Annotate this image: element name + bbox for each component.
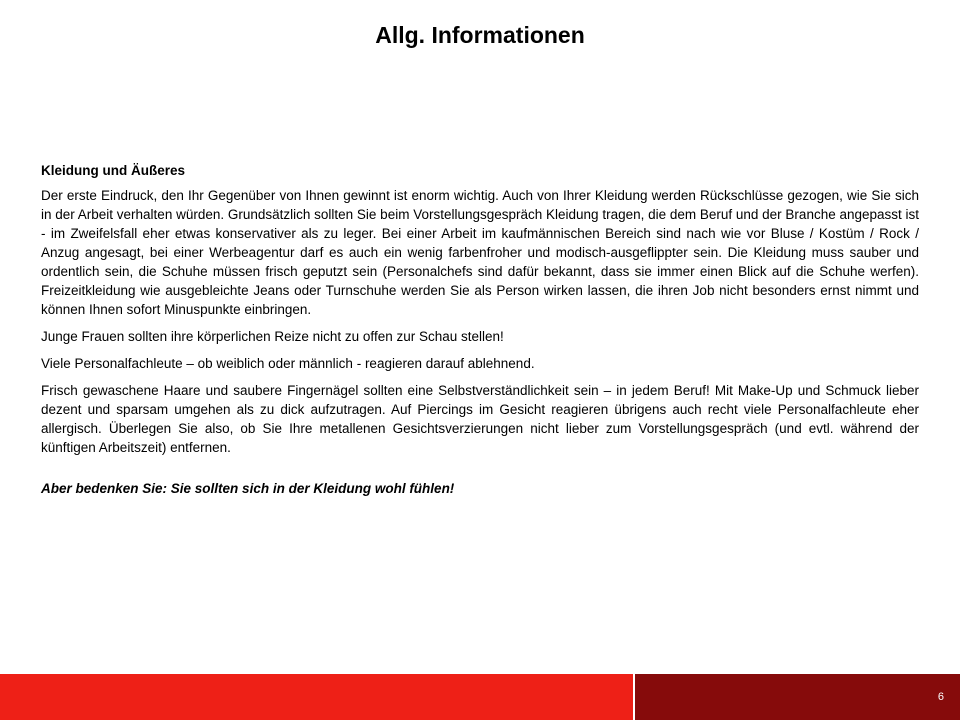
footer-bar-red — [0, 674, 633, 720]
paragraph-grooming: Frisch gewaschene Haare und saubere Fingernägel sollten eine Selbstverständlichkeit sein – in jedem Beruf! Mit Make-Up und Schmuck lieber dezent und sparsam umgehen als zu dick aufzutragen. Auf Piercings im Gesicht reagieren übrigens auch recht viele Personalfachleute eher allergisch. Überlegen Sie also, ob Sie Ihre metallenen Gesichtsverzierungen nicht lieber zum Vorstellungsgespräch (und evtl. während der künftigen Arbeitszeit) entfernen. — [41, 383, 919, 455]
page-title: Allg. Informationen — [375, 22, 585, 48]
paragraph-hr-reaction: Viele Personalfachleute – ob weiblich oder männlich - reagieren darauf ablehnend. — [41, 356, 535, 371]
section-heading: Kleidung und Äußeres — [41, 163, 186, 178]
paragraph-clothing: Der erste Eindruck, den Ihr Gegenüber von Ihnen gewinnt ist enorm wichtig. Auch von Ihrer Kleidung werden Rückschlüsse gezogen, wie Sie sich in der Arbeit verhalten würden. Grundsätzlich sollten Sie beim Vorstellungsgespräch Kleidung tragen, die dem Beruf und der Branche angepasst ist - im Zweifelsfall eher etwas konservativer als zu leger. Bei einer Arbeit im kaufmännischen Bereich sind nach wie vor Bluse / Kostüm / Rock / Anzug angesagt, bei einer Werbeagentur darf es auch ein wenig farbenfroher und modisch-ausgeflippter sein. Die Kleidung muss sauber und ordentlich sein, die Schuhe müssen frisch geputzt sein (Personalchefs sind dafür bekannt, dass sie immer einen Blick auf die Schuhe werfen). Freizeitkleidung wie ausgebleichte Jeans oder Turnschuhe werden Sie als Person wirken lassen, die ihren Job nicht besonders ernst nimmt und können Ihnen sofort Minuspunkte einbringen. — [41, 188, 920, 317]
footer-bar-dark — [635, 674, 960, 720]
paragraph-young-women: Junge Frauen sollten ihre körperlichen Reize nicht zu offen zur Schau stellen! — [41, 329, 504, 344]
slide-content — [41, 161, 919, 498]
page-number: 6 — [937, 691, 944, 703]
closing-remark: Aber bedenken Sie: Sie sollten sich in der Kleidung wohl fühlen! — [41, 481, 455, 496]
